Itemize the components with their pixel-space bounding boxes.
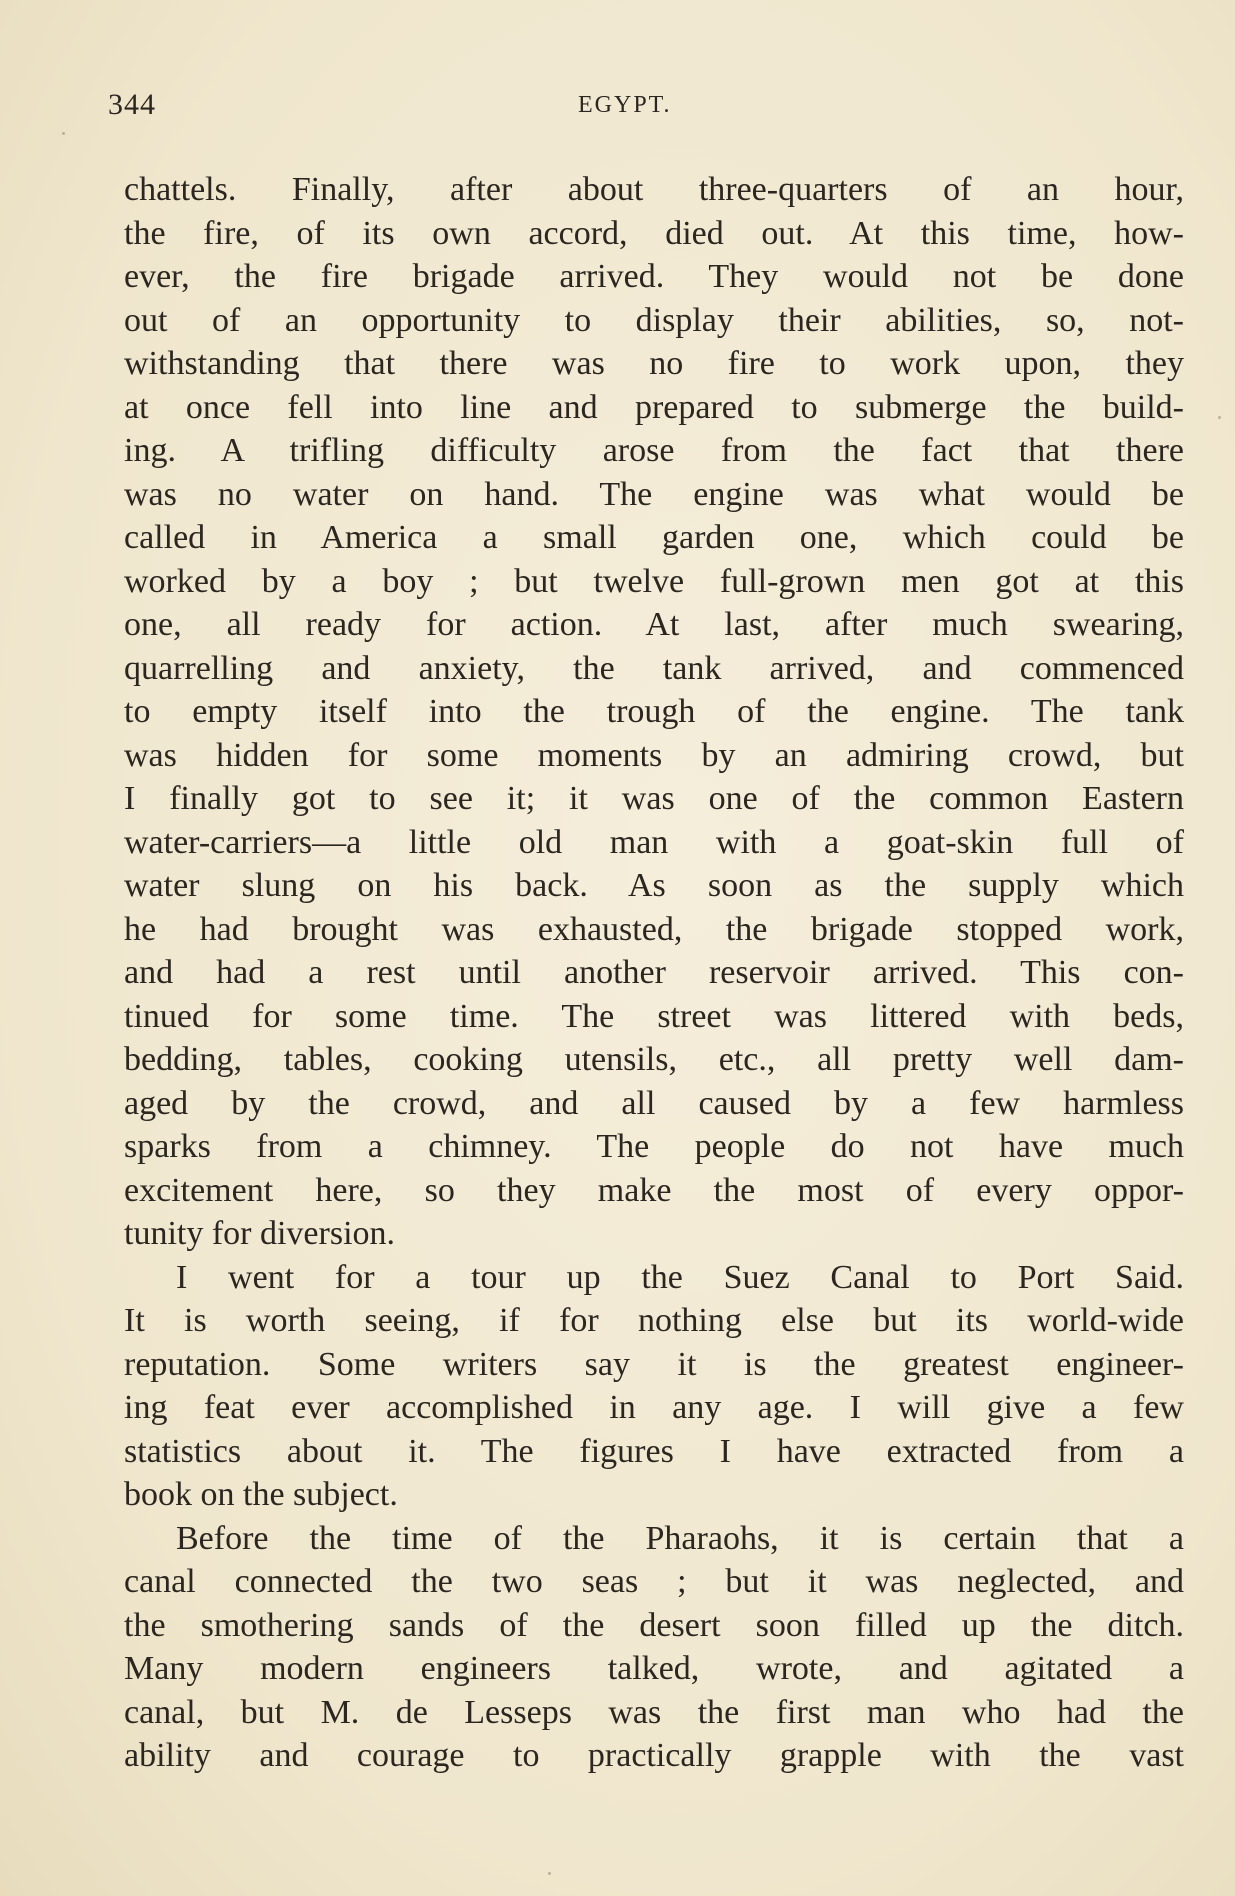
text-line: I went for a tour up the Suez Canal to Port Said. — [176, 1258, 1184, 1296]
text-line: was no water on hand. The engine was what would be — [124, 475, 1184, 513]
text-line: tinued for some time. The street was littered with beds, — [124, 997, 1184, 1035]
text-line: and had a rest until another reservoir arrived. This con- — [124, 954, 1184, 991]
text-line: was hidden for some moments by an admiring crowd, but — [124, 736, 1184, 774]
text-line: ing. A trifling difficulty arose from the fact that there — [124, 432, 1184, 469]
text-line: at once fell into line and prepared to submerge the build- — [124, 388, 1184, 426]
text-line: withstanding that there was no fire to work upon, they — [124, 345, 1184, 382]
text-line: ever, the fire brigade arrived. They would not be done — [124, 258, 1184, 295]
text-line: Many modern engineers talked, wrote, and agitated a — [124, 1650, 1184, 1687]
text-line: called in America a small garden one, which could be — [124, 519, 1184, 556]
page-header — [108, 88, 1188, 128]
paper-speck — [548, 1872, 551, 1875]
paragraph-3 — [124, 1517, 1184, 1778]
text-line: ability and courage to practically grapple with the vast — [124, 1737, 1184, 1774]
text-line: canal, but M. de Lesseps was the first man who had the — [124, 1693, 1184, 1731]
paper-speck — [62, 132, 65, 135]
paragraph-2 — [124, 1256, 1184, 1517]
page-number: 344 — [108, 88, 156, 121]
text-line: out of an opportunity to display their abilities, so, not- — [124, 301, 1184, 339]
text-line: statistics about it. The figures I have extracted from a — [124, 1432, 1184, 1470]
text-line: ing feat ever accomplished in any age. I will give a few — [124, 1389, 1184, 1426]
text-line: worked by a boy ; but twelve full-grown men got at this — [124, 562, 1184, 600]
text-line: I finally got to see it; it was one of the common Eastern — [124, 780, 1184, 817]
text-line: quarrelling and anxiety, the tank arrived, and commenced — [124, 649, 1184, 687]
paragraph-1 — [124, 168, 1184, 1256]
text-line: sparks from a chimney. The people do not have much — [124, 1128, 1184, 1165]
text-line: the smothering sands of the desert soon filled up the ditch. — [124, 1606, 1184, 1644]
text-line: excitement here, so they make the most of every oppor- — [124, 1171, 1184, 1209]
running-head: EGYPT. — [578, 92, 672, 118]
text-line: It is worth seeing, if for nothing else but its world-wide — [124, 1302, 1184, 1339]
text-line: chattels. Finally, after about three-quarters of an hour, — [124, 171, 1184, 208]
text-line: Before the time of the Pharaohs, it is certain that a — [176, 1519, 1184, 1557]
text-line: tunity for diversion. — [124, 1215, 396, 1252]
text-line: the fire, of its own accord, died out. At this time, how- — [124, 214, 1184, 252]
text-line: he had brought was exhausted, the brigade stopped work, — [124, 910, 1184, 948]
text-line: reputation. Some writers say it is the greatest engineer- — [124, 1345, 1184, 1383]
text-line: water-carriers—a little old man with a goat-skin full of — [124, 823, 1184, 861]
text-line: bedding, tables, cooking utensils, etc., all pretty well dam- — [124, 1041, 1184, 1078]
text-line: canal connected the two seas ; but it was neglected, and — [124, 1563, 1184, 1600]
text-line: one, all ready for action. At last, after much swearing, — [124, 606, 1184, 643]
body-text — [124, 168, 1184, 1778]
text-line: water slung on his back. As soon as the supply which — [124, 867, 1184, 904]
text-line: book on the subject. — [124, 1476, 398, 1513]
text-line: to empty itself into the trough of the engine. The tank — [124, 693, 1184, 730]
text-line: aged by the crowd, and all caused by a few harmless — [124, 1084, 1184, 1122]
paper-speck — [1218, 416, 1221, 419]
